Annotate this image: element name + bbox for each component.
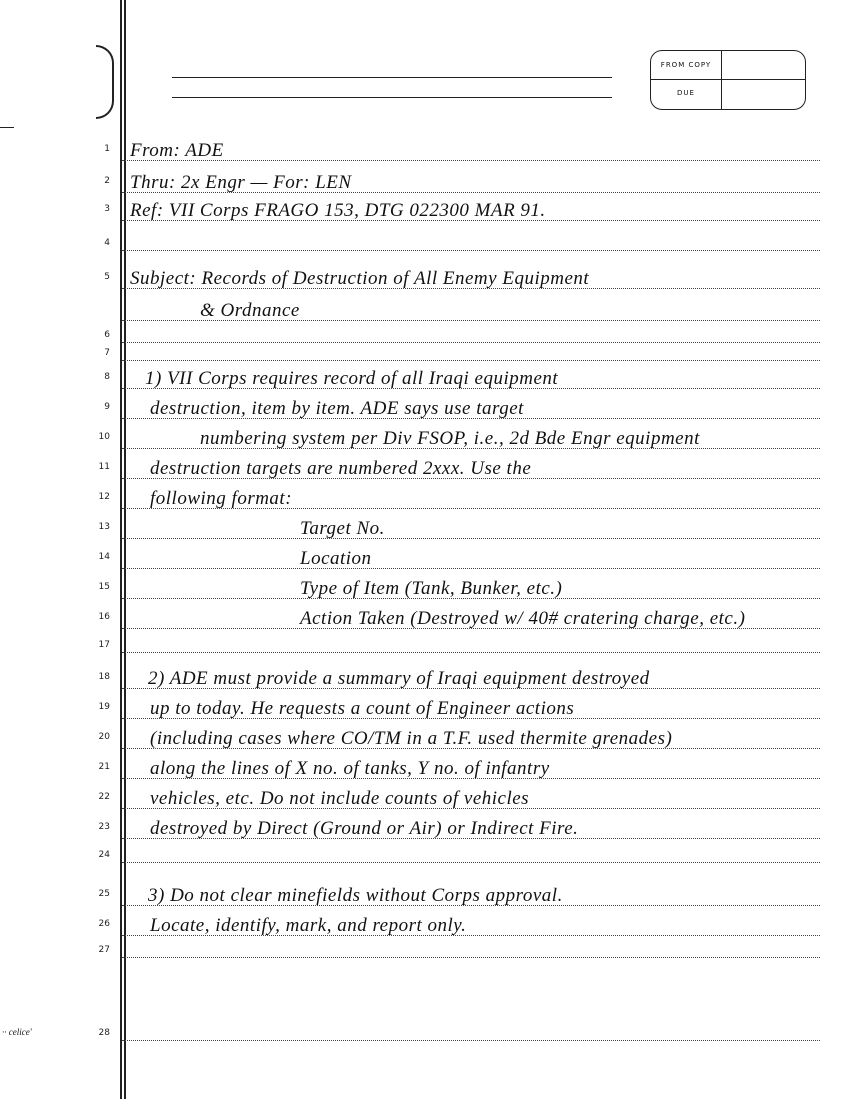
ruled-line [122,342,820,343]
line-number: 27 [98,945,110,955]
binder-bracket [96,45,114,119]
handwritten-line: Thru: 2x Engr — For: LEN [130,172,352,193]
line-number: 11 [98,462,110,472]
ruled-line [122,360,820,361]
line-number: 14 [98,552,110,562]
stamp-bottom-label: DUE [677,89,695,97]
line-number: 20 [98,732,110,742]
handwritten-line: Location [300,548,372,569]
handwritten-line: & Ordnance [200,300,300,321]
handwritten-line: 3) Do not clear minefields without Corps approval. [148,885,563,906]
ruled-line [122,957,820,958]
header-blank-line-2 [172,97,612,98]
line-number: 15 [98,582,110,592]
line-number: 17 [98,640,110,650]
handwritten-line: Target No. [300,518,385,539]
line-number: 1 [104,144,110,154]
line-number: 24 [98,850,110,860]
line-number: 25 [98,889,110,899]
handwritten-line: destroyed by Direct (Ground or Air) or Indirect Fire. [150,818,579,839]
line-number: 9 [104,402,110,412]
footer-mark: ·· celice' [2,1027,32,1037]
line-number: 13 [98,522,110,532]
ruled-line [122,652,820,653]
line-number: 22 [98,792,110,802]
line-number: 23 [98,822,110,832]
line-number: 6 [104,330,110,340]
stamp-top-label: FROM COPY [660,61,712,69]
handwritten-line: along the lines of X no. of tanks, Y no. of infantry [150,758,550,779]
handwritten-line: destruction, item by item. ADE says use target [150,398,524,419]
line-number: 28 [98,1028,110,1038]
line-number: 26 [98,919,110,929]
handwritten-line: vehicles, etc. Do not include counts of vehicles [150,788,530,809]
line-number: 18 [98,672,110,682]
handwritten-line: following format: [150,488,293,509]
line-number: 5 [104,272,110,282]
header-blank-line-1 [172,77,612,78]
line-number: 12 [98,492,110,502]
ruled-line [122,1040,820,1041]
ruled-line [122,160,820,161]
ruled-line [122,538,820,539]
ruled-line [122,568,820,569]
routing-stamp [650,50,806,110]
handwritten-line: Subject: Records of Destruction of All Enemy Equipment [130,268,590,289]
handwritten-line: (including cases where CO/TM in a T.F. used thermite grenades) [150,728,673,749]
handwritten-line: 1) VII Corps requires record of all Iraqi equipment [145,368,559,389]
left-tick [0,127,14,128]
line-number: 10 [98,432,110,442]
line-number: 4 [104,238,110,248]
handwritten-line: up to today. He requests a count of Engineer actions [150,698,575,719]
line-number: 16 [98,612,110,622]
handwritten-line: Ref: VII Corps FRAGO 153, DTG 022300 MAR 91. [130,200,546,221]
line-number: 3 [104,204,110,214]
line-number: 7 [104,348,110,358]
handwritten-line: From: ADE [130,140,224,161]
ruled-line [122,862,820,863]
line-number: 19 [98,702,110,712]
line-number: 8 [104,372,110,382]
handwritten-line: destruction targets are numbered 2xxx. Use the [150,458,532,479]
handwritten-line: numbering system per Div FSOP, i.e., 2d Bde Engr equipment [200,428,700,449]
handwritten-line: Type of Item (Tank, Bunker, etc.) [300,578,563,599]
line-number: 21 [98,762,110,772]
ruled-line [122,250,820,251]
handwritten-line: Locate, identify, mark, and report only. [150,915,467,936]
handwritten-line: 2) ADE must provide a summary of Iraqi equipment destroyed [148,668,650,689]
line-number: 2 [104,176,110,186]
handwritten-line: Action Taken (Destroyed w/ 40# cratering charge, etc.) [300,608,746,629]
